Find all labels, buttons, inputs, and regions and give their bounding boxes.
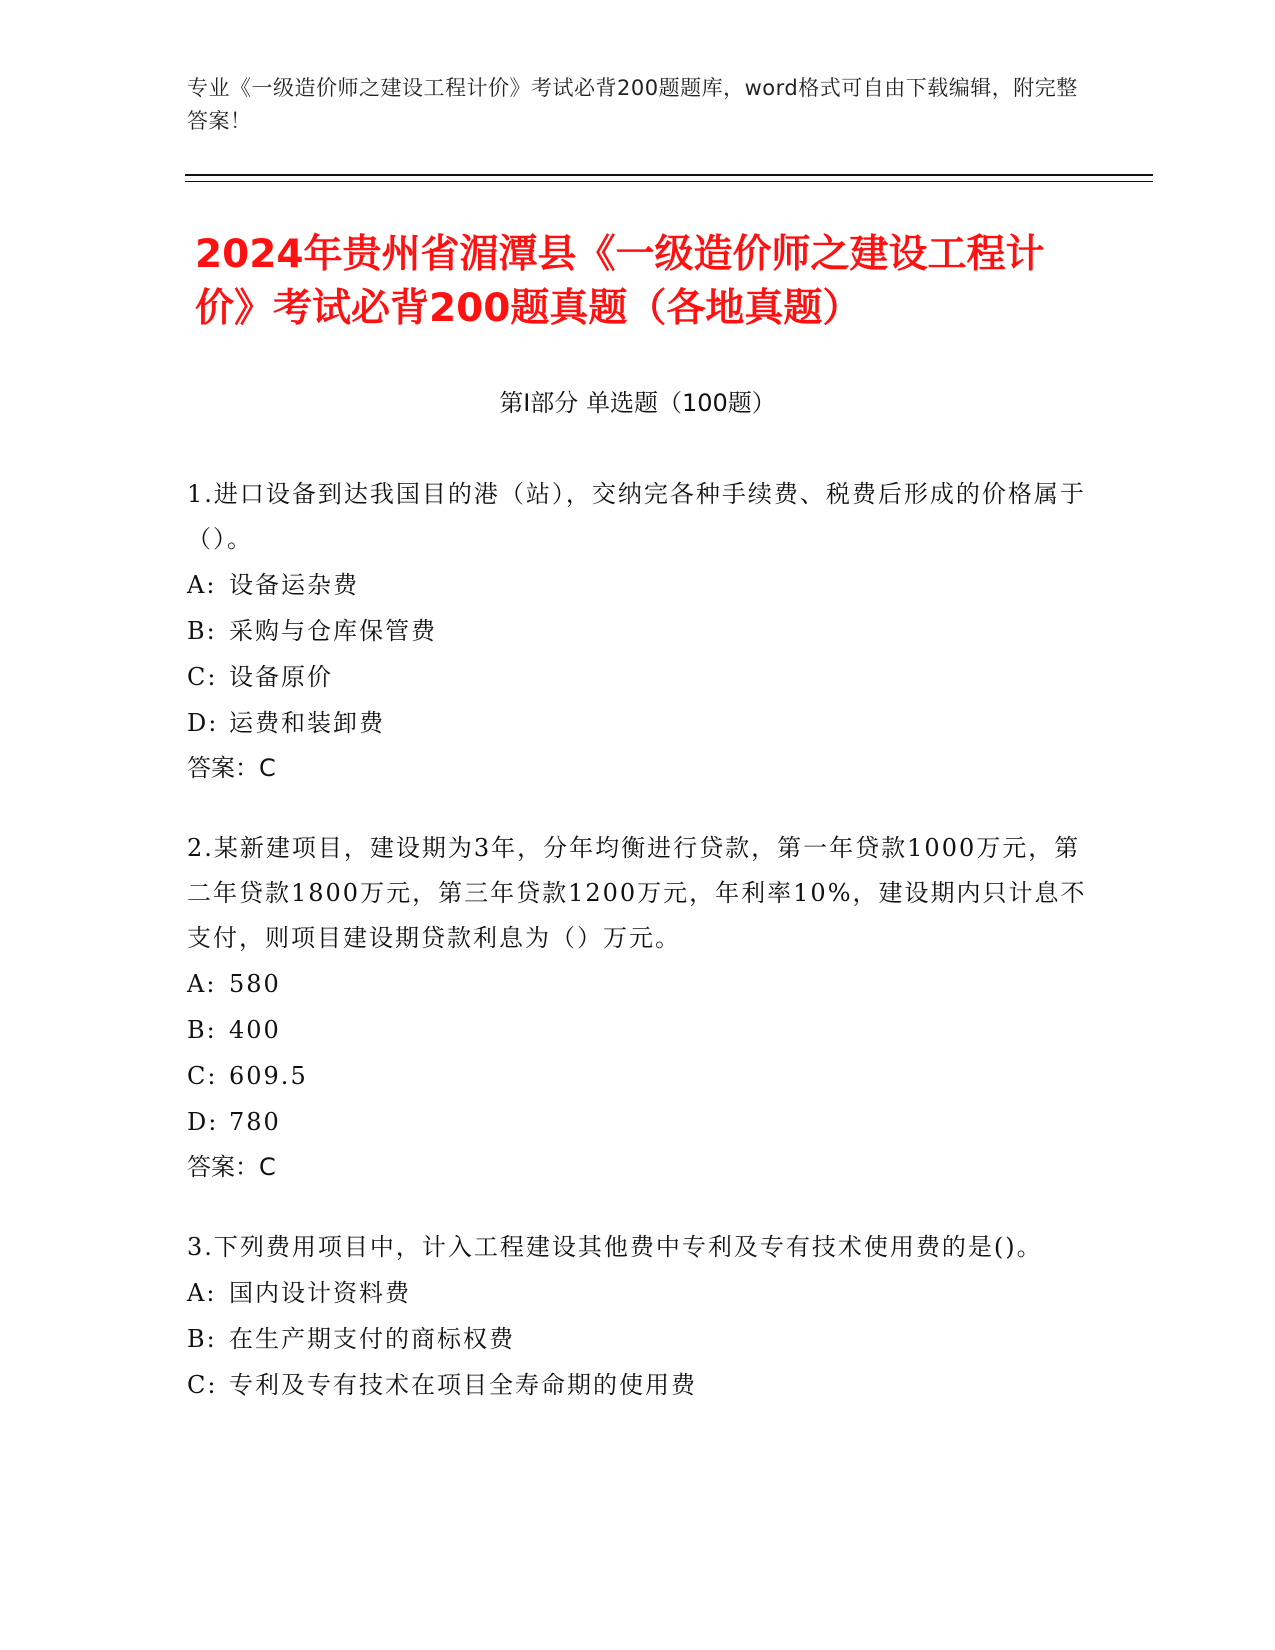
option-letter: A:: [187, 571, 217, 599]
question-stem: 3.下列费用项目中，计入工程建设其他费中专利及专有技术使用费的是()。: [187, 1233, 1043, 1261]
option-letter: A:: [187, 1279, 217, 1307]
option-c: [187, 654, 1087, 700]
question-1: [187, 472, 1087, 790]
option-a: [187, 961, 1087, 1007]
option-c: [187, 1362, 1087, 1408]
header-rule-thin: [185, 181, 1153, 182]
document-title: 2024年贵州省湄潭县《一级造价师之建设工程计价》考试必背200题真题（各地真题）: [195, 232, 1045, 331]
option-text: 设备运杂费: [229, 571, 359, 599]
header-rule-thick: [185, 174, 1153, 176]
option-letter: C:: [187, 663, 218, 691]
header-note: 专业《一级造价师之建设工程计价》考试必背200题题库，word格式可自由下载编辑，附完整答案！: [187, 76, 1078, 133]
option-d: [187, 1099, 1087, 1145]
option-text: 运费和装卸费: [229, 709, 385, 737]
option-b: [187, 1316, 1087, 1362]
option-text: 在生产期支付的商标权费: [229, 1325, 515, 1353]
option-b: [187, 1007, 1087, 1053]
option-text: 国内设计资料费: [229, 1279, 411, 1307]
option-letter: B:: [187, 1016, 217, 1044]
option-letter: B:: [187, 1325, 217, 1353]
question-list: [187, 472, 1087, 1444]
option-letter: D:: [187, 709, 219, 737]
option-letter: C:: [187, 1062, 218, 1090]
option-letter: B:: [187, 617, 217, 645]
option-c: [187, 1053, 1087, 1099]
option-text: 609.5: [229, 1062, 308, 1090]
section-title: 第I部分 单选题（100题）: [499, 389, 776, 417]
answer: 答案：C: [187, 1153, 276, 1181]
option-a: [187, 562, 1087, 608]
question-stem: 1.进口设备到达我国目的港（站），交纳完各种手续费、税费后形成的价格属于（）。: [187, 480, 1086, 553]
question-3: [187, 1225, 1087, 1408]
option-d: [187, 700, 1087, 746]
question-stem: 2.某新建项目，建设期为3年，分年均衡进行贷款，第一年贷款1000万元，第二年贷款1800万元，第三年贷款1200万元，年利率10%，建设期内只计息不支付，则项目建设期贷款利息为（）万元。: [187, 834, 1087, 952]
option-text: 专利及专有技术在项目全寿命期的使用费: [229, 1371, 697, 1399]
option-letter: C:: [187, 1371, 218, 1399]
option-b: [187, 608, 1087, 654]
option-text: 580: [229, 970, 281, 998]
question-2: [187, 826, 1087, 1189]
option-letter: A:: [187, 970, 217, 998]
option-text: 400: [229, 1016, 281, 1044]
option-a: [187, 1270, 1087, 1316]
option-text: 设备原价: [229, 663, 333, 691]
option-text: 780: [229, 1108, 281, 1136]
option-letter: D:: [187, 1108, 219, 1136]
option-text: 采购与仓库保管费: [229, 617, 437, 645]
answer: 答案：C: [187, 754, 276, 782]
